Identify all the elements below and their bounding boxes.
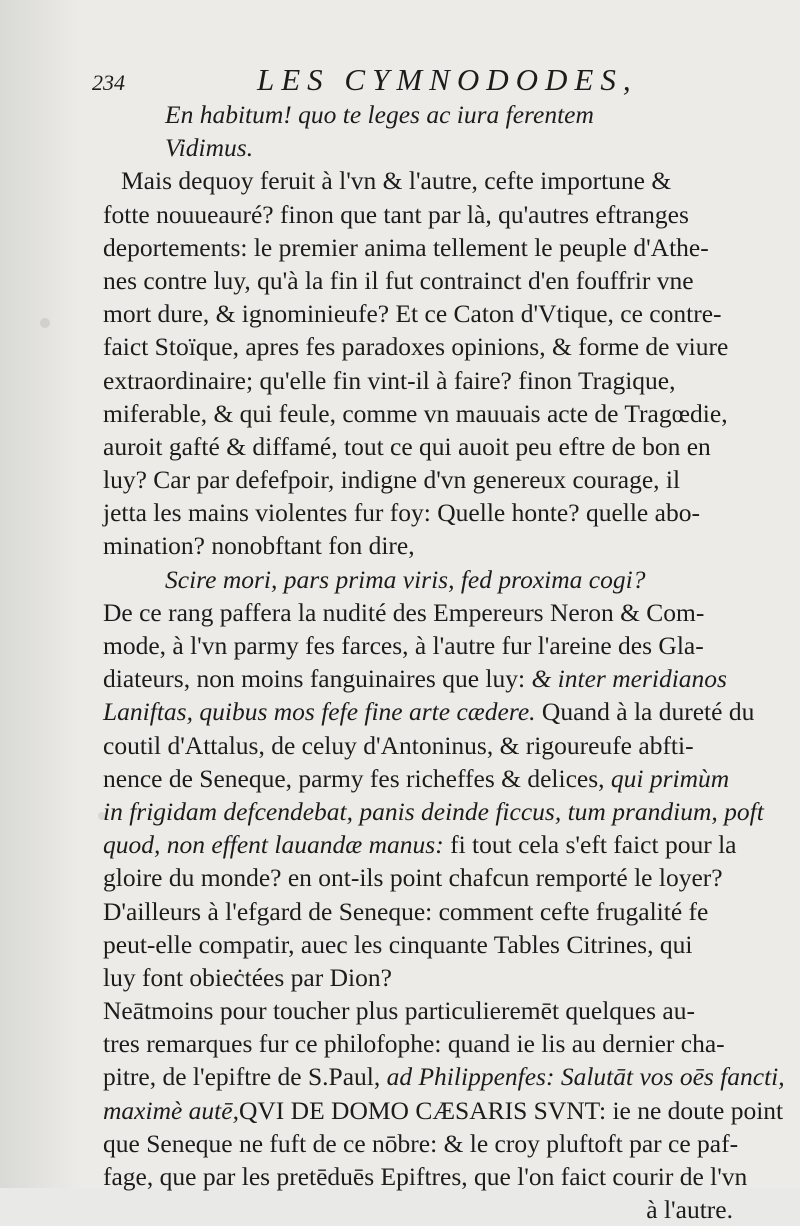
text-line: extraordinaire; qu'elle fin vint-il à faire? finon Tragique,: [103, 365, 676, 395]
text-line: mort dure, & ignominieufe? Et ce Caton d'Vtique, ce contre-: [103, 299, 722, 329]
roman-text: pitre, de l'epiftre de S.Paul,: [103, 1062, 387, 1092]
ink-spot: [98, 812, 106, 820]
text-line: fotte nouueauré? finon que tant par là, qu'autres eftranges: [103, 199, 689, 229]
text-line: Scire mori, pars prima viris, fed proxima cogi?: [165, 564, 646, 594]
text-line: peut-elle compatir, auec les cinquante Tables Citrines, qui: [103, 929, 693, 959]
text-line: nes contre luy, qu'à la fin il fut contrainct d'en fouffrir vne: [103, 265, 694, 295]
text-line: [103, 662, 743, 695]
text-line: Mais dequoy feruit à l'vn & l'autre, cefte importune &: [121, 166, 672, 196]
italic-text: Laniftas, quibus mos fefe fine arte cædere.: [103, 697, 536, 727]
roman-text: Quand à la dureté du: [535, 697, 755, 727]
text-line: Neātmoins pour toucher plus particulieremēt quelques au-: [103, 996, 695, 1026]
text-line: deportements: le premier anima tellement le peuple d'Athe-: [103, 232, 709, 262]
text-line: gloire du monde? en ont-ils point chafcun remporté le loyer?: [103, 863, 723, 893]
text-line: jetta les mains violentes fur foy: Quelle honte? quelle abo-: [103, 498, 700, 528]
running-title: LES CYMNODODES,: [257, 62, 638, 97]
page-number: 234: [92, 70, 125, 95]
text-line: luy font obieċtées par Dion?: [103, 962, 392, 992]
text-line: mination? nonobftant fon dire,: [103, 531, 415, 561]
text-line: [103, 695, 755, 728]
italic-text: maximè autē,: [103, 1095, 239, 1125]
text-line: faict Stoïque, apres fes paradoxes opinions, & forme de viure: [103, 332, 729, 362]
text-line: [103, 1060, 785, 1093]
roman-text: nence de Seneque, parmy fes richeffes & delices,: [103, 763, 611, 793]
roman-text: fi tout cela s'eft faict pour la: [443, 830, 737, 860]
ink-spot: [40, 318, 50, 328]
page-gutter-shadow: [0, 0, 80, 1188]
roman-text: diateurs, non moins fanguinaires que luy:: [103, 664, 532, 694]
text-line: tres remarques fur ce philofophe: quand ie lis au dernier cha-: [103, 1029, 725, 1059]
italic-text: & inter meridianos: [531, 664, 727, 694]
italic-text: ad Philippenfes: Salutāt vos oēs fancti,: [386, 1062, 785, 1092]
text-line: in frigidam defcendebat, panis deinde ficcus, tum prandium, poft: [103, 796, 764, 826]
text-line: mode, à l'vn parmy fes farces, à l'autre fur l'areine des Gla-: [103, 631, 704, 660]
page-header: [92, 62, 732, 102]
text-line: En habitum! quo te leges ac iura ferentem: [165, 100, 594, 129]
text-line: coutil d'Attalus, de celuy d'Antoninus, & rigoureufe abfti-: [103, 730, 694, 760]
text-line: miferable, & qui feule, comme vn mauuais acte de Tragœdie,: [103, 398, 728, 428]
text-line: que Seneque ne fuft de ce nōbre: & le croy pluftoft par ce paf-: [103, 1128, 739, 1158]
italic-text: qui primùm: [610, 763, 730, 793]
roman-text: QVI DE DOMO CÆSARIS SVNT: ie ne doute point: [238, 1095, 784, 1125]
text-line: [103, 762, 743, 795]
text-line: Vidimus.: [165, 133, 254, 163]
text-line: De ce rang paffera la nudité des Empereurs Neron & Com-: [103, 597, 705, 627]
text-line: luy? Car par defefpoir, indigne d'vn genereux courage, il: [103, 465, 681, 495]
text-line: auroit gafté & diffamé, tout ce qui auoit peu eftre de bon en: [103, 431, 711, 461]
italic-text: quod, non effent lauandæ manus:: [103, 830, 444, 860]
text-line: [103, 1094, 784, 1127]
text-line: D'ailleurs à l'efgard de Seneque: comment cefte frugalité fe: [103, 896, 709, 926]
text-line: fage, que par les pretēduēs Epiftres, que l'on faict courir de l'vn: [103, 1162, 748, 1191]
text-line: à l'autre.: [646, 1195, 733, 1225]
body-text: [103, 98, 785, 1226]
text-line: [103, 828, 743, 861]
